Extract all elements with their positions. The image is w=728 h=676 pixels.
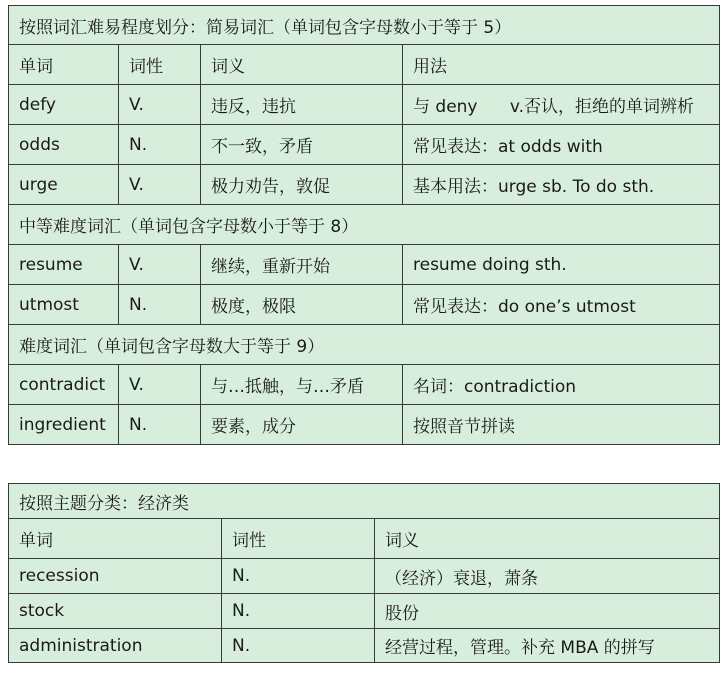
section-title-easy: 按照词汇难易程度划分：简易词汇（单词包含字母数小于等于 5）: [9, 6, 720, 45]
table-header-row: [9, 45, 720, 85]
section-title-row: [9, 484, 720, 519]
header-cell-word: 单词: [9, 45, 119, 85]
section-title-row: [9, 205, 720, 245]
table-row: [9, 559, 720, 594]
word-cell: contradict: [9, 365, 119, 405]
table-row: [9, 245, 720, 285]
table-header-row: [9, 519, 720, 559]
usage-cell: 名词：contradiction: [403, 365, 720, 405]
table-row: [9, 285, 720, 325]
pos-cell: V.: [119, 85, 201, 125]
meaning-cell: 股份: [375, 594, 720, 629]
section-title-row: [9, 325, 720, 365]
usage-cell: 与 deny v.否认，拒绝的单词辨析: [403, 85, 720, 125]
pos-cell: N.: [119, 125, 201, 165]
section-title-economy: 按照主题分类：经济类: [9, 484, 720, 519]
word-cell: utmost: [9, 285, 119, 325]
meaning-cell: 继续，重新开始: [201, 245, 403, 285]
meaning-cell: 不一致，矛盾: [201, 125, 403, 165]
word-cell: stock: [9, 594, 222, 629]
header-cell-meaning: 词义: [201, 45, 403, 85]
word-cell: resume: [9, 245, 119, 285]
table-row: [9, 125, 720, 165]
meaning-cell: （经济）衰退，萧条: [375, 559, 720, 594]
pos-cell: N.: [222, 629, 375, 663]
word-cell: recession: [9, 559, 222, 594]
table-row: [9, 85, 720, 125]
word-cell: ingredient: [9, 405, 119, 445]
word-cell: urge: [9, 165, 119, 205]
word-cell: administration: [9, 629, 222, 663]
header-cell-meaning: 词义: [375, 519, 720, 559]
table-row: [9, 165, 720, 205]
meaning-cell: 极力劝告，敦促: [201, 165, 403, 205]
meaning-cell: 与…抵触，与…矛盾: [201, 365, 403, 405]
pos-cell: N.: [222, 559, 375, 594]
header-cell-usage: 用法: [403, 45, 720, 85]
usage-cell: resume doing sth.: [403, 245, 720, 285]
table-row: [9, 405, 720, 445]
meaning-cell: 经营过程，管理。补充 MBA 的拼写: [375, 629, 720, 663]
pos-cell: V.: [119, 245, 201, 285]
table-row: [9, 629, 720, 663]
section-title-hard: 难度词汇（单词包含字母数大于等于 9）: [9, 325, 720, 365]
pos-cell: N.: [222, 594, 375, 629]
section-title-row: [9, 6, 720, 45]
header-cell-pos: 词性: [222, 519, 375, 559]
difficulty-vocabulary-table: [8, 5, 720, 445]
word-cell: odds: [9, 125, 119, 165]
header-cell-pos: 词性: [119, 45, 201, 85]
pos-cell: N.: [119, 285, 201, 325]
usage-cell: 常见表达：do one’s utmost: [403, 285, 720, 325]
usage-cell: 常见表达：at odds with: [403, 125, 720, 165]
pos-cell: V.: [119, 165, 201, 205]
word-cell: defy: [9, 85, 119, 125]
section-title-medium: 中等难度词汇（单词包含字母数小于等于 8）: [9, 205, 720, 245]
meaning-cell: 要素，成分: [201, 405, 403, 445]
pos-cell: N.: [119, 405, 201, 445]
header-cell-word: 单词: [9, 519, 222, 559]
table-row: [9, 365, 720, 405]
pos-cell: V.: [119, 365, 201, 405]
table-row: [9, 594, 720, 629]
meaning-cell: 极度，极限: [201, 285, 403, 325]
theme-vocabulary-table: [8, 483, 720, 663]
usage-cell: 按照音节拼读: [403, 405, 720, 445]
meaning-cell: 违反，违抗: [201, 85, 403, 125]
usage-cell: 基本用法：urge sb. To do sth.: [403, 165, 720, 205]
